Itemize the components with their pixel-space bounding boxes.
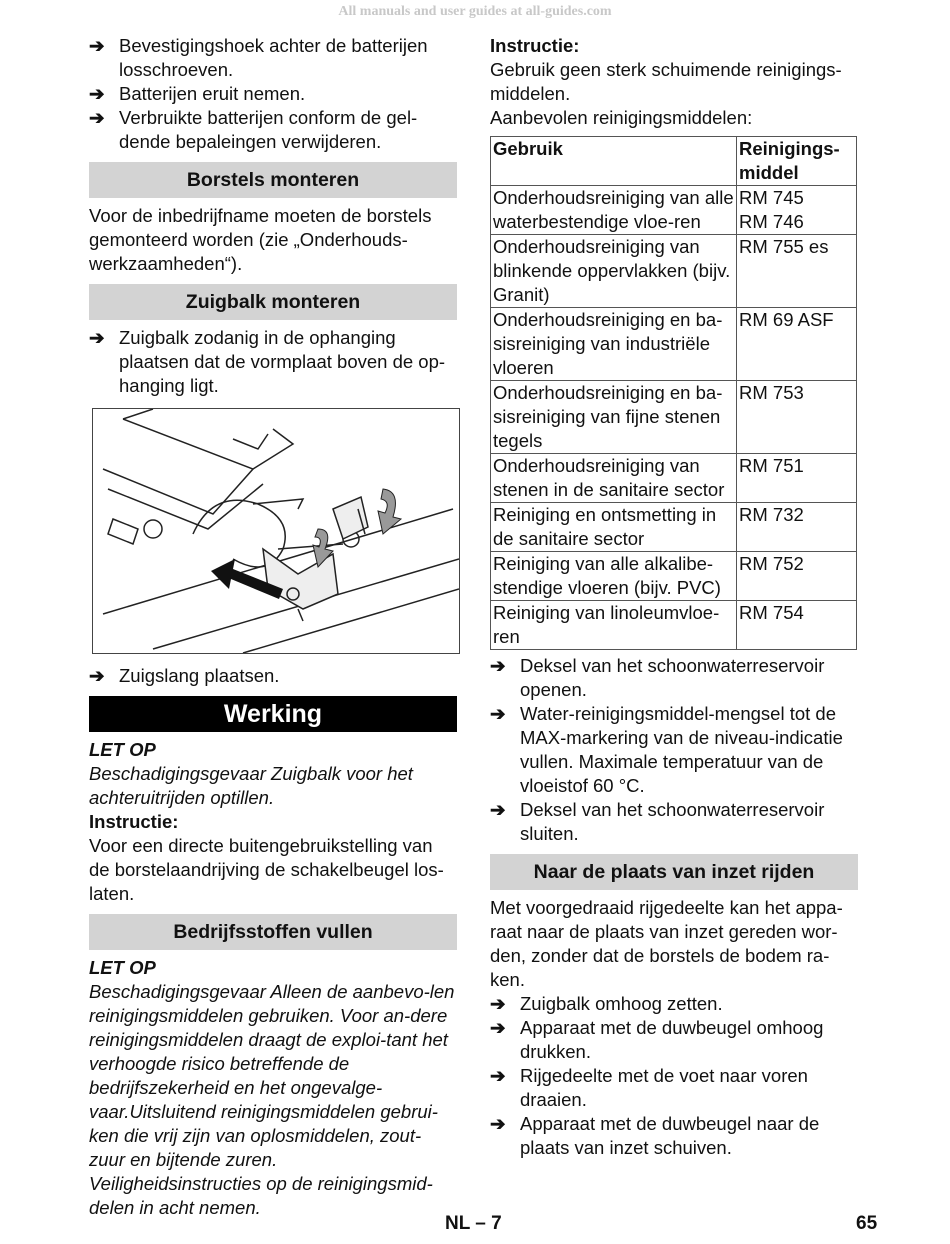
arrow-icon: ➔	[490, 655, 506, 676]
table-cell: RM 755 es	[737, 235, 857, 308]
section-heading-borstels: Borstels monteren	[89, 162, 457, 198]
arrow-icon: ➔	[490, 1017, 506, 1038]
list-item: ➔ Zuigslang plaatsen.	[89, 665, 280, 686]
table-cell: RM 751	[737, 454, 857, 503]
table-cell: RM 69 ASF	[737, 308, 857, 381]
table-row	[491, 308, 857, 381]
table-cell: Reiniging en ontsmetting in de sanitaire sector	[491, 503, 737, 552]
list-item: ➔ Rijgedeelte met de voet naar voren draaien.	[490, 1065, 808, 1110]
table-header-row	[491, 137, 857, 186]
list-item: ➔ Zuigbalk omhoog zetten.	[490, 993, 723, 1014]
arrow-icon: ➔	[89, 665, 105, 686]
table-cell: Reiniging van linoleumvloe-ren	[491, 601, 737, 650]
instruction-title: Instructie:	[490, 35, 580, 56]
table-row	[491, 381, 857, 454]
naar-text: Met voorgedraaid rijgedeelte kan het appa-raat naar de plaats van inzet gereden wor-den, zonder dat de borstels de bodem ra-ken.	[490, 897, 843, 990]
table-row	[491, 186, 857, 235]
arrow-icon: ➔	[490, 993, 506, 1014]
letop-title: LET OP	[89, 739, 156, 760]
table-cell: Onderhoudsreiniging van alle waterbestendige vloe-ren	[491, 186, 737, 235]
table-cell: RM 732	[737, 503, 857, 552]
table-cell: Onderhoudsreiniging van stenen in de sanitaire sector	[491, 454, 737, 503]
arrow-icon: ➔	[490, 1065, 506, 1086]
table-cell: RM 745 RM 746	[737, 186, 857, 235]
column-header: Gebruik	[491, 137, 737, 186]
table-row	[491, 503, 857, 552]
table-cell: RM 753	[737, 381, 857, 454]
list-item: ➔ Deksel van het schoonwaterreservoir sluiten.	[490, 799, 825, 844]
column-header: Reinigings-middel	[737, 137, 857, 186]
table-row	[491, 235, 857, 308]
list-item: ➔ Water-reinigingsmiddel-mengsel tot de MAX-markering van de niveau-indicatie vullen. Maximale temperatuur van de vloeistof 60 °C.	[490, 703, 843, 796]
table-cell: Onderhoudsreiniging en ba-sisreiniging van industriële vloeren	[491, 308, 737, 381]
letop-text: Veiligheidsinstructies op de reinigingsmid-delen in acht nemen.	[89, 1173, 433, 1218]
list-item: ➔ Verbruikte batterijen conform de gel-dende bepaleingen verwijderen.	[89, 107, 418, 152]
arrow-icon: ➔	[490, 703, 506, 724]
instruction-title: Instructie:	[89, 811, 179, 832]
list-item: ➔ Apparaat met de duwbeugel omhoog drukken.	[490, 1017, 824, 1062]
footer-section-label: NL – 7	[445, 1213, 502, 1234]
page-number: 65	[856, 1213, 878, 1234]
arrow-icon: ➔	[89, 35, 105, 56]
table-cell: Onderhoudsreiniging en ba-sisreiniging van fijne stenen tegels	[491, 381, 737, 454]
section-heading-naar-plaats: Naar de plaats van inzet rijden	[490, 854, 858, 890]
squeegee-illustration	[92, 408, 460, 654]
section-heading-bedrijfsstoffen: Bedrijfsstoffen vullen	[89, 914, 457, 950]
letop-title: LET OP	[89, 957, 156, 978]
borstels-text: Voor de inbedrijfname moeten de borstels gemonteerd worden (zie „Onderhouds-werkzaamheden“).	[89, 205, 432, 274]
left-column	[89, 34, 457, 1220]
right-column	[490, 34, 858, 1160]
section-heading-werking: Werking	[89, 696, 457, 732]
instruction-text: Gebruik geen sterk schuimende reinigings-middelen.	[490, 59, 842, 104]
list-item: ➔ Batterijen eruit nemen.	[89, 83, 306, 104]
letop-text: Beschadigingsgevaar Alleen de aanbevo-len reinigingsmiddelen gebruiken. Voor an-dere reinigingsmiddelen draagt de exploi-tant het verhoogde risico betreffende de bedrijfszekerheid en het ongevalge-vaar.Uitsluitend reinigingsmiddelen gebrui-ken die vrij zijn van oplosmiddelen, zout-zuur en bijtende zuren.	[89, 981, 455, 1170]
table-cell: Reiniging van alle alkalibe-stendige vloeren (bijv. PVC)	[491, 552, 737, 601]
watermark: All manuals and user guides at all-guides.com	[338, 4, 612, 19]
table-row	[491, 601, 857, 650]
arrow-icon: ➔	[89, 83, 105, 104]
cleaning-agents-table	[490, 136, 857, 650]
table-row	[491, 552, 857, 601]
recommended-label: Aanbevolen reinigingsmiddelen:	[490, 107, 753, 128]
letop-text: Beschadigingsgevaar Zuigbalk voor het achteruitrijden optillen.	[89, 763, 413, 808]
list-item: ➔ Apparaat met de duwbeugel naar de plaats van inzet schuiven.	[490, 1113, 820, 1158]
arrow-icon: ➔	[490, 1113, 506, 1134]
arrow-icon: ➔	[89, 107, 105, 128]
table-cell: RM 752	[737, 552, 857, 601]
table-row	[491, 454, 857, 503]
list-item: ➔ Bevestigingshoek achter de batterijen losschroeven.	[89, 35, 428, 80]
arrow-icon: ➔	[490, 799, 506, 820]
section-heading-zuigbalk: Zuigbalk monteren	[89, 284, 457, 320]
instruction-text: Voor een directe buitengebruikstelling van de borstelaandrijving de schakelbeugel los-laten.	[89, 835, 444, 904]
table-cell: Onderhoudsreiniging van blinkende oppervlakken (bijv. Granit)	[491, 235, 737, 308]
list-item: ➔ Zuigbalk zodanig in de ophanging plaatsen dat de vormplaat boven de op-hanging ligt.	[89, 327, 446, 396]
list-item: ➔ Deksel van het schoonwaterreservoir openen.	[490, 655, 825, 700]
arrow-icon: ➔	[89, 327, 105, 348]
table-cell: RM 754	[737, 601, 857, 650]
